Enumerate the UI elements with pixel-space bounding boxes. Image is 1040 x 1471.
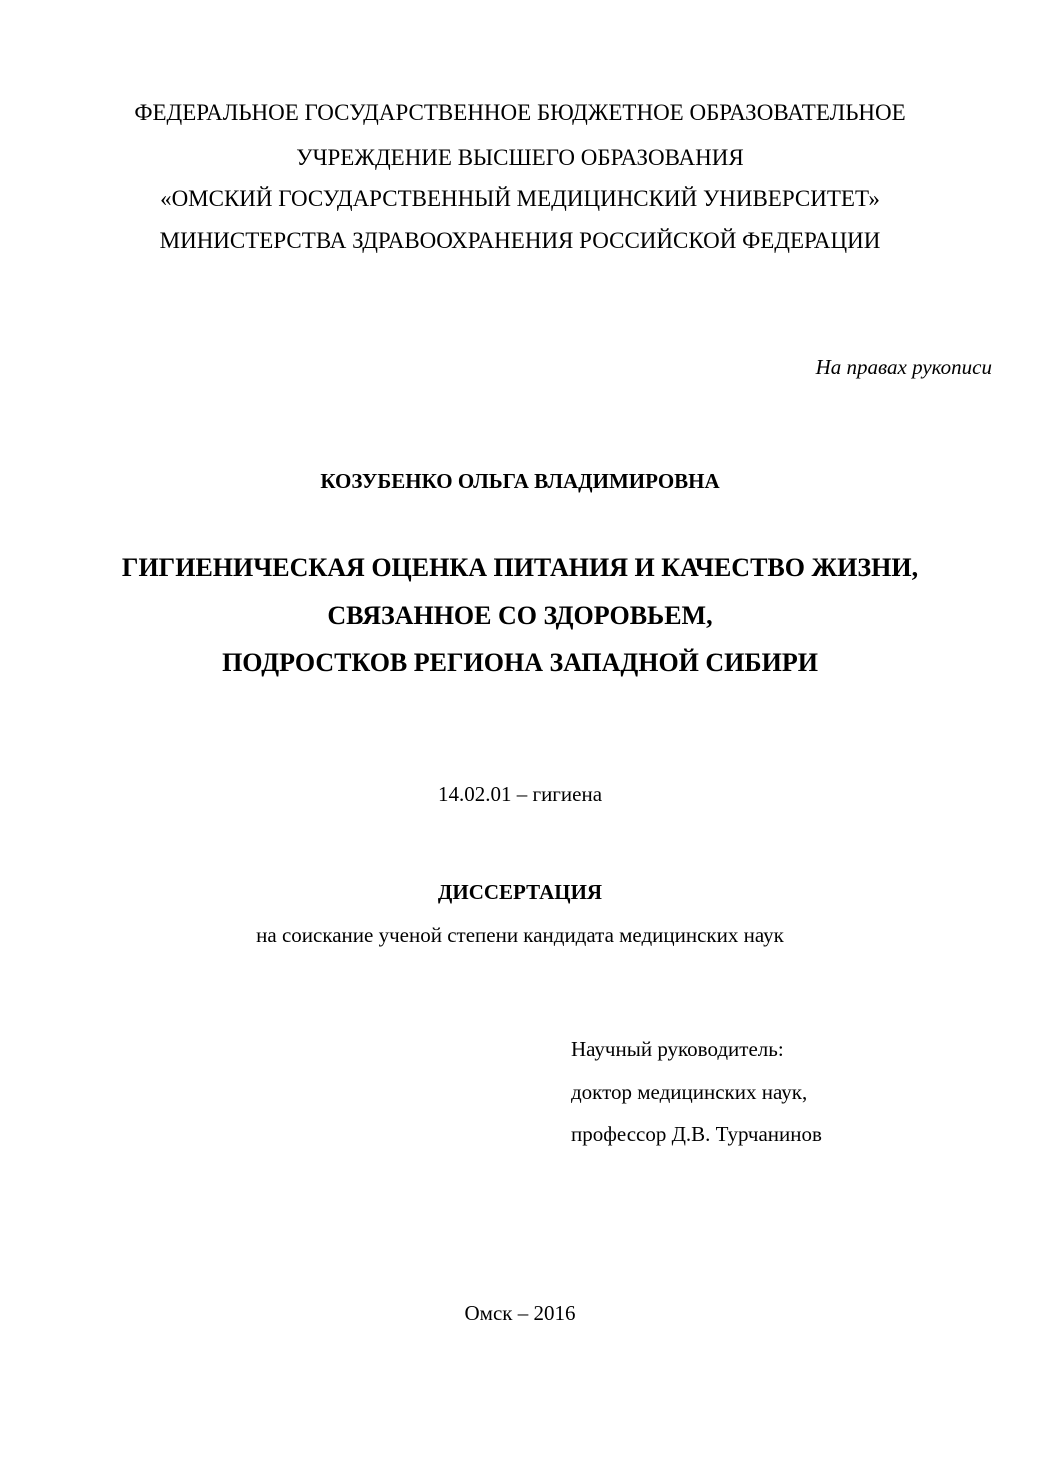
supervisor-label: Научный руководитель: — [571, 1037, 784, 1061]
thesis-title-line-2: СВЯЗАННОЕ СО ЗДОРОВЬЕМ, — [327, 601, 713, 630]
institution-line-2: УЧРЕЖДЕНИЕ ВЫСШЕГО ОБРАЗОВАНИЯ — [296, 145, 744, 170]
thesis-title-line-1: ГИГИЕНИЧЕСКАЯ ОЦЕНКА ПИТАНИЯ И КАЧЕСТВО ЖИЗНИ, — [121, 553, 919, 582]
institution-line-4: МИНИСТЕРСТВА ЗДРАВООХРАНЕНИЯ РОССИЙСКОЙ ФЕДЕРАЦИИ — [159, 228, 881, 253]
degree-statement: на соискание ученой степени кандидата медицинских наук — [256, 923, 784, 947]
institution-line-3: «ОМСКИЙ ГОСУДАРСТВЕННЫЙ МЕДИЦИНСКИЙ УНИВЕРСИТЕТ» — [160, 186, 880, 211]
manuscript-note: На правах рукописи — [815, 355, 992, 379]
supervisor-degree: доктор медицинских наук, — [571, 1080, 808, 1104]
work-type: ДИССЕРТАЦИЯ — [437, 880, 603, 904]
supervisor-name: профессор Д.В. Турчанинов — [571, 1122, 822, 1146]
institution-line-1: ФЕДЕРАЛЬНОЕ ГОСУДАРСТВЕННОЕ БЮДЖЕТНОЕ ОБРАЗОВАТЕЛЬНОЕ — [134, 100, 906, 125]
author-name: КОЗУБЕНКО ОЛЬГА ВЛАДИМИРОВНА — [320, 469, 720, 493]
place-year: Омск – 2016 — [464, 1301, 576, 1325]
specialty-code: 14.02.01 – гигиена — [437, 782, 603, 806]
thesis-title-line-3: ПОДРОСТКОВ РЕГИОНА ЗАПАДНОЙ СИБИРИ — [222, 648, 818, 677]
